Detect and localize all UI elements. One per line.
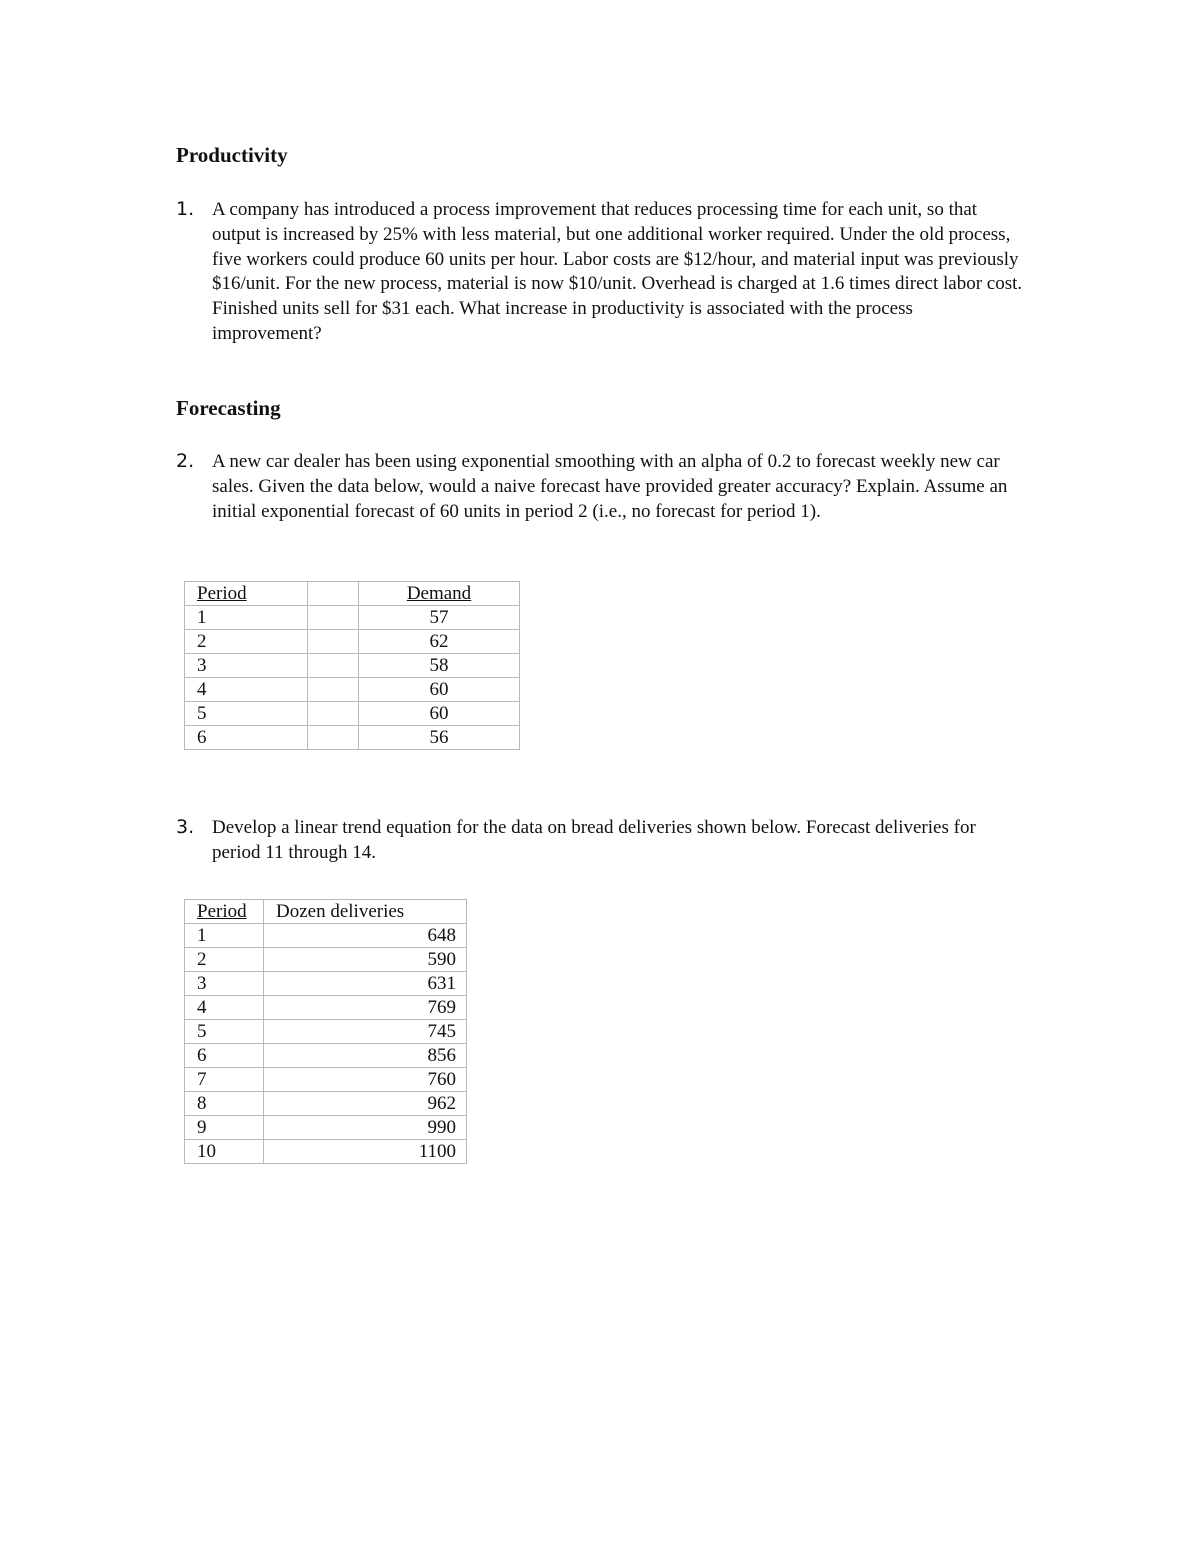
- cell-period: 5: [185, 1020, 264, 1044]
- header-demand: Demand: [359, 582, 520, 606]
- cell-deliveries: 1100: [264, 1140, 467, 1164]
- cell-deliveries: 590: [264, 948, 467, 972]
- cell-deliveries: 962: [264, 1092, 467, 1116]
- question-number: 3.: [176, 816, 195, 838]
- table-row: [185, 726, 520, 750]
- section-heading-productivity: Productivity: [176, 143, 288, 167]
- cell-period: 10: [185, 1140, 264, 1164]
- cell-blank: [308, 702, 359, 726]
- demand-table: [184, 581, 520, 750]
- section-heading-forecasting: Forecasting: [176, 396, 281, 420]
- question-number: 2.: [176, 450, 195, 472]
- cell-deliveries: 856: [264, 1044, 467, 1068]
- cell-blank: [308, 606, 359, 630]
- cell-demand: 60: [359, 702, 520, 726]
- table-row: [185, 948, 467, 972]
- question-1: [176, 198, 1026, 347]
- cell-demand: 62: [359, 630, 520, 654]
- cell-period: 3: [185, 654, 308, 678]
- question-text: A company has introduced a process improvement that reduces processing time for each unit, so that output is increased by 25% with less material, but one additional worker required. Under the old process, five workers could produce 60 units per hour. Labor costs are $12/hour, and material input was previously $16/unit. For the new process, material is now $10/unit. Overhead is charged at 1.6 times direct labor cost. Finished units sell for $31 each. What increase in productivity is associated with the process improvement?: [212, 199, 1023, 344]
- header-period: Period: [185, 900, 264, 924]
- cell-demand: 58: [359, 654, 520, 678]
- cell-period: 4: [185, 678, 308, 702]
- header-dozen-deliveries: Dozen deliveries: [264, 900, 467, 924]
- table-row: [185, 1068, 467, 1092]
- cell-period: 8: [185, 1092, 264, 1116]
- question-number: 1.: [176, 198, 195, 220]
- header-blank: [308, 582, 359, 606]
- question-2: [176, 450, 1026, 524]
- table-row: [185, 702, 520, 726]
- cell-period: 2: [185, 948, 264, 972]
- cell-deliveries: 631: [264, 972, 467, 996]
- cell-demand: 56: [359, 726, 520, 750]
- deliveries-table: [184, 899, 467, 1164]
- cell-blank: [308, 654, 359, 678]
- table-row: [185, 1140, 467, 1164]
- cell-period: 7: [185, 1068, 264, 1092]
- header-period: Period: [185, 582, 308, 606]
- cell-deliveries: 769: [264, 996, 467, 1020]
- cell-deliveries: 745: [264, 1020, 467, 1044]
- table-row: [185, 1020, 467, 1044]
- cell-demand: 60: [359, 678, 520, 702]
- question-text: Develop a linear trend equation for the data on bread deliveries shown below. Forecast deliveries for period 11 through 14.: [212, 817, 976, 863]
- cell-period: 1: [185, 606, 308, 630]
- table-row: [185, 996, 467, 1020]
- cell-period: 4: [185, 996, 264, 1020]
- table-row: [185, 924, 467, 948]
- cell-blank: [308, 726, 359, 750]
- table-header-row: [185, 582, 520, 606]
- table-header-row: [185, 900, 467, 924]
- question-text: A new car dealer has been using exponential smoothing with an alpha of 0.2 to forecast weekly new car sales. Given the data below, would a naive forecast have provided greater accuracy? Explain. Assume an initial exponential forecast of 60 units in period 2 (i.e., no forecast for period 1).: [212, 451, 1008, 522]
- table-row: [185, 1044, 467, 1068]
- table-row: [185, 678, 520, 702]
- table-row: [185, 630, 520, 654]
- cell-period: 6: [185, 1044, 264, 1068]
- cell-blank: [308, 630, 359, 654]
- cell-demand: 57: [359, 606, 520, 630]
- cell-period: 6: [185, 726, 308, 750]
- cell-deliveries: 648: [264, 924, 467, 948]
- cell-blank: [308, 678, 359, 702]
- cell-period: 1: [185, 924, 264, 948]
- cell-period: 9: [185, 1116, 264, 1140]
- table-row: [185, 654, 520, 678]
- table-row: [185, 606, 520, 630]
- table-row: [185, 1116, 467, 1140]
- cell-period: 3: [185, 972, 264, 996]
- question-3: [176, 816, 1026, 866]
- cell-period: 5: [185, 702, 308, 726]
- table-row: [185, 972, 467, 996]
- cell-deliveries: 760: [264, 1068, 467, 1092]
- table-row: [185, 1092, 467, 1116]
- cell-deliveries: 990: [264, 1116, 467, 1140]
- cell-period: 2: [185, 630, 308, 654]
